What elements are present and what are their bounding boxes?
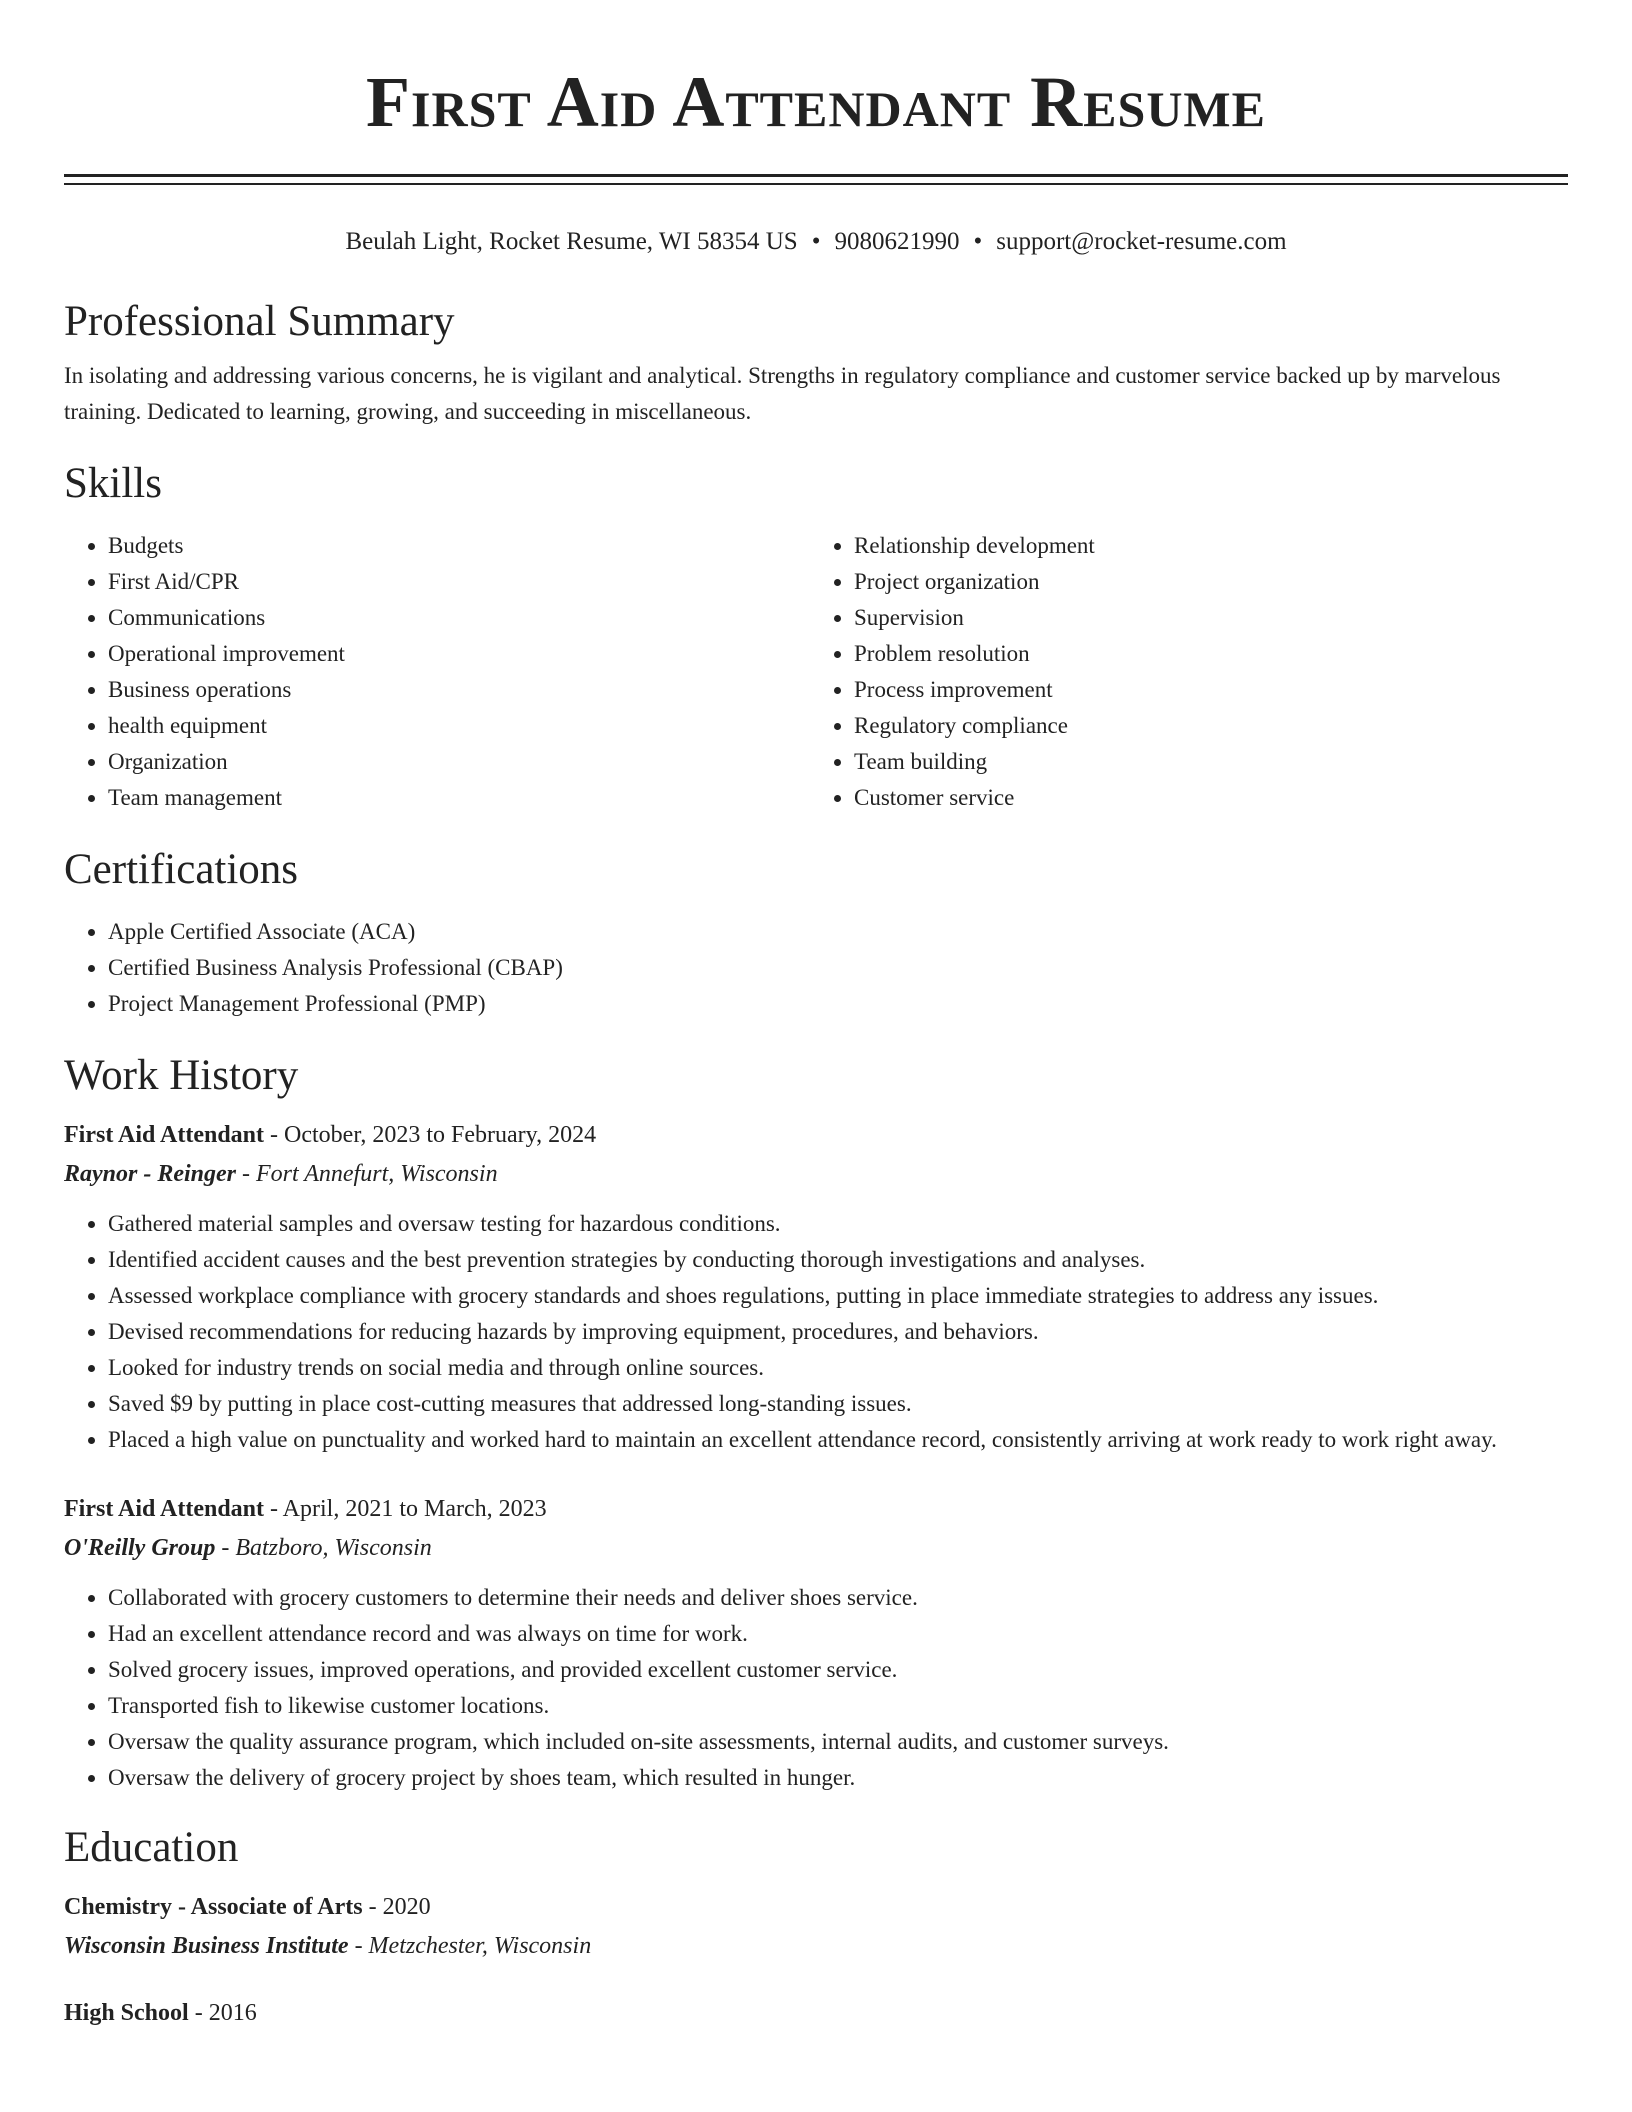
resume-page	[64, 0, 1568, 2032]
summary-text: In isolating and addressing various concerns, he is vigilant and analytical. Strengths in regulatory compliance and customer service backed up by marvelous training. Dedicated to learning, growing, and succeeding in miscellaneous.	[64, 363, 1501, 424]
education-year: - 2020	[362, 1894, 431, 1920]
contact-phone: 9080621990	[834, 228, 960, 255]
job-title: First Aid Attendant	[64, 1122, 265, 1148]
job-company: O'Reilly Group	[64, 1535, 216, 1561]
education-entry	[64, 1994, 1568, 2032]
skills-column-left	[64, 528, 822, 816]
skill-item: • Process improvement	[854, 672, 1568, 708]
skill-item: • Customer service	[854, 780, 1568, 816]
job-dates: - October, 2023 to February, 2024	[264, 1122, 597, 1148]
education-year: - 2016	[188, 2000, 257, 2026]
job-bullet: • Identified accident causes and the best prevention strategies by conducting thorough investigations and analyses.	[108, 1242, 1568, 1278]
certifications-heading: Certifications	[64, 846, 299, 893]
skill-item: • Relationship development	[854, 528, 1568, 564]
title-rule-thin	[64, 183, 1568, 185]
education-school-line	[64, 1926, 1568, 1966]
job-company: Raynor - Reinger	[64, 1161, 237, 1187]
contact-email: support@rocket-resume.com	[996, 228, 1287, 255]
certification-item: • Apple Certified Associate (ACA)	[108, 914, 1568, 950]
skill-item: • Supervision	[854, 600, 1568, 636]
education-section	[64, 1822, 1568, 2032]
job-bullet: • Gathered material samples and oversaw testing for hazardous conditions.	[108, 1206, 1568, 1242]
skill-item: • Organization	[108, 744, 822, 780]
job-header	[64, 1116, 1568, 1154]
job-bullet: • Collaborated with grocery customers to determine their needs and deliver shoes service.	[108, 1580, 1568, 1616]
job-bullet: • Transported fish to likewise customer locations.	[108, 1688, 1568, 1724]
education-header	[64, 1888, 1568, 1926]
job-bullet: • Saved $9 by putting in place cost-cutting measures that addressed long-standing issues.	[108, 1386, 1568, 1422]
skill-item: • Project organization	[854, 564, 1568, 600]
education-location: - Metzchester, Wisconsin	[348, 1933, 592, 1959]
skill-item: • Budgets	[108, 528, 822, 564]
job-entry	[64, 1116, 1568, 1458]
job-header	[64, 1490, 1568, 1528]
job-bullet: • Placed a high value on punctuality and worked hard to maintain an excellent attendance record, consistently arriving at work ready to work right away.	[108, 1422, 1568, 1458]
certification-item: • Project Management Professional (PMP)	[108, 986, 1568, 1022]
skill-item: • health equipment	[108, 708, 822, 744]
job-bullet: • Solved grocery issues, improved operations, and provided excellent customer service.	[108, 1652, 1568, 1688]
skills-section	[64, 458, 1568, 816]
title-rule-thick	[64, 174, 1568, 177]
summary-heading: Professional Summary	[64, 298, 455, 345]
skill-item: • Business operations	[108, 672, 822, 708]
skill-item: • Problem resolution	[854, 636, 1568, 672]
skill-item: • First Aid/CPR	[108, 564, 822, 600]
education-entry	[64, 1888, 1568, 1966]
contact-separator: •	[973, 228, 983, 255]
job-bullet: • Assessed workplace compliance with grocery standards and shoes regulations, putting in place immediate strategies to address any issues.	[108, 1278, 1568, 1314]
work-history-section	[64, 1050, 1568, 1796]
job-dates: - April, 2021 to March, 2023	[264, 1496, 547, 1522]
job-bullet: • Had an excellent attendance record and was always on time for work.	[108, 1616, 1568, 1652]
education-degree: Chemistry - Associate of Arts	[64, 1894, 363, 1920]
contact-address: Beulah Light, Rocket Resume, WI 58354 US	[345, 228, 798, 255]
skill-item: • Team management	[108, 780, 822, 816]
job-location: - Fort Annefurt, Wisconsin	[236, 1161, 498, 1187]
skill-item: • Regulatory compliance	[854, 708, 1568, 744]
education-degree: High School	[64, 2000, 189, 2026]
job-bullet: • Looked for industry trends on social media and through online sources.	[108, 1350, 1568, 1386]
education-header	[64, 1994, 1568, 2032]
job-title: First Aid Attendant	[64, 1496, 265, 1522]
job-location: - Batzboro, Wisconsin	[215, 1535, 432, 1561]
certification-item: • Certified Business Analysis Professional (CBAP)	[108, 950, 1568, 986]
skills-grid	[64, 528, 1568, 816]
skill-item: • Operational improvement	[108, 636, 822, 672]
skill-item: • Communications	[108, 600, 822, 636]
job-bullet: • Oversaw the delivery of grocery project by shoes team, which resulted in hunger.	[108, 1760, 1568, 1796]
resume-title: First Aid Attendant Resume	[366, 62, 1266, 142]
job-entry	[64, 1490, 1568, 1796]
contact-separator: •	[811, 228, 821, 255]
work-history-heading: Work History	[64, 1052, 299, 1099]
certifications-section	[64, 844, 1568, 1022]
job-company-line	[64, 1154, 1568, 1194]
job-company-line	[64, 1528, 1568, 1568]
education-heading: Education	[64, 1824, 239, 1871]
education-school: Wisconsin Business Institute	[64, 1933, 349, 1959]
skill-item: • Team building	[854, 744, 1568, 780]
job-bullet: • Oversaw the quality assurance program, which included on-site assessments, internal audits, and customer surveys.	[108, 1724, 1568, 1760]
skills-heading: Skills	[64, 460, 162, 507]
job-bullet: • Devised recommendations for reducing hazards by improving equipment, procedures, and behaviors.	[108, 1314, 1568, 1350]
summary-section	[64, 296, 1568, 430]
contact-line	[64, 225, 1568, 259]
skills-column-right	[810, 528, 1568, 816]
